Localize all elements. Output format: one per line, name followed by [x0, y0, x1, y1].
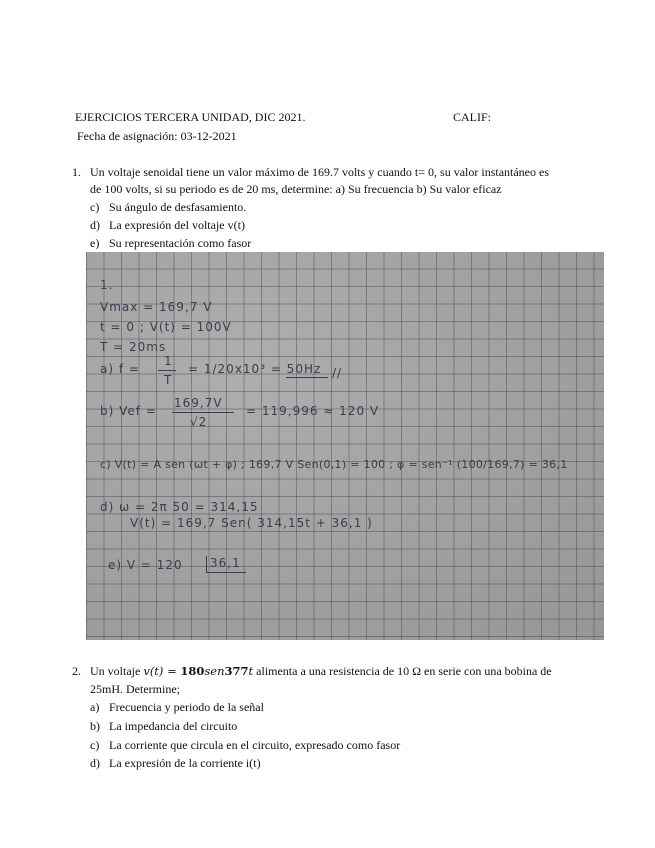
document-title: EJERCICIOS TERCERA UNIDAD, DIC 2021.: [75, 110, 306, 124]
q2-item-text: La corriente que circula en el circuito, expresado como fasor: [109, 738, 401, 752]
handwritten-answer-photo: [86, 252, 604, 640]
q2-item-text: La impedancia del circuito: [109, 719, 238, 733]
q1-item-text: Su representación como fasor: [109, 236, 252, 250]
hw-line: a) f =: [100, 362, 140, 376]
hw-line: = 119,996 ≈ 120 V: [246, 404, 380, 418]
q1-item-label: e): [90, 236, 100, 250]
hw-line: e) V = 120: [108, 558, 183, 572]
hw-frac-den: T: [164, 373, 173, 387]
hw-mark: //: [332, 366, 343, 380]
q1-text-line1: Un voltaje senoidal tiene un valor máximo de 169.7 volts y cuando t= 0, su valor instantáneo es: [90, 165, 550, 179]
hw-frac-den: √2: [190, 415, 208, 429]
q1-text-line2: de 100 volts, si su periodo es de 20 ms, determine: a) Su frecuencia b) Su valor eficaz: [90, 182, 502, 196]
hw-line: T = 20ms: [100, 340, 167, 354]
q1-number: 1.: [72, 165, 81, 179]
q2-item-label: b): [90, 719, 100, 733]
q1-item-text: La expresión del voltaje v(t): [109, 218, 245, 232]
hw-phasor-angle: 36,1: [210, 556, 241, 570]
hw-line: c) V(t) = A sen (ωt + φ) ; 169,7 V Sen(0,1) = 100 ; φ = sen⁻¹ (100/169,7) = 36,1: [100, 458, 568, 471]
q2-item-label: c): [90, 738, 100, 752]
hw-line: V(t) = 169,7 Sen( 314,15t + 36,1 ): [130, 516, 373, 530]
q2-text-line1: Un voltaje v(t) = 180sen377t alimenta a una resistencia de 10 Ω en serie con una bobina de: [90, 664, 552, 678]
q2-item-label: d): [90, 756, 100, 770]
hw-line: b) Vef =: [100, 404, 157, 418]
q2-number: 2.: [72, 664, 81, 678]
hw-line: Vmax = 169,7 V: [100, 300, 213, 314]
q1-item-text: Su ángulo de desfasamiento.: [109, 200, 247, 214]
q2-item-label: a): [90, 700, 100, 714]
q2-text-line2: 25mH. Determine;: [90, 682, 180, 696]
q1-item-label: d): [90, 218, 100, 232]
hw-frac-num: 1: [164, 354, 173, 368]
hw-line: d) ω = 2π 50 = 314,15: [100, 500, 259, 514]
q2-item-text: Frecuencia y periodo de la señal: [109, 700, 264, 714]
q2-item-text: La expresión de la corriente i(t): [109, 756, 261, 770]
hw-line: = 1/20x10³ = 50Hz: [188, 362, 322, 376]
q1-item-label: c): [90, 200, 100, 214]
hw-line: 1.: [100, 278, 114, 292]
hw-line: t = 0 ; V(t) = 100V: [100, 320, 232, 334]
hw-frac-num: 169,7V: [174, 396, 223, 410]
calif-label: CALIF:: [453, 110, 492, 124]
assignment-date: Fecha de asignación: 03-12-2021: [77, 129, 237, 143]
